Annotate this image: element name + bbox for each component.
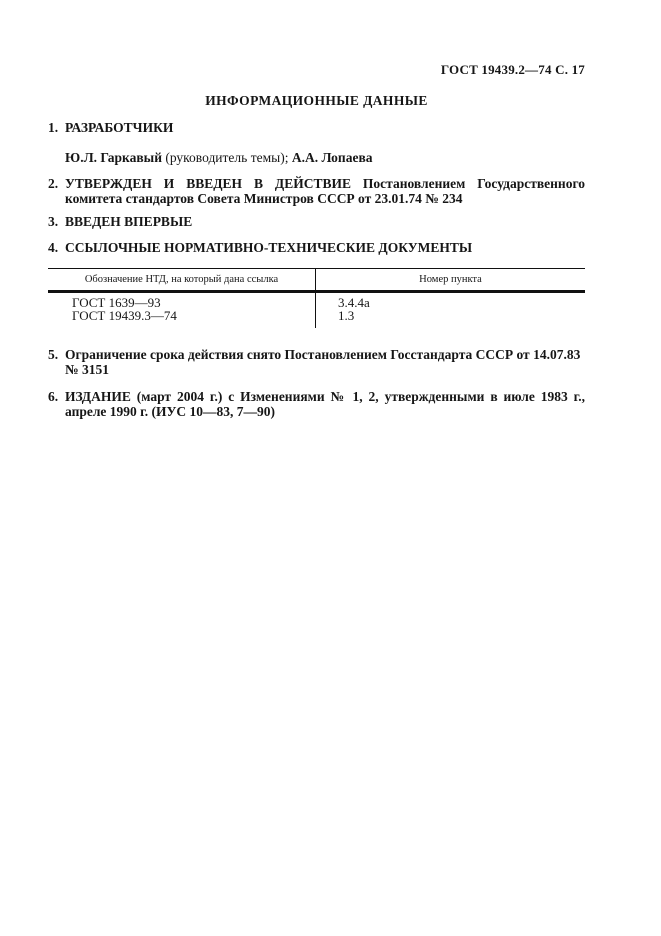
section-4: [48, 240, 585, 255]
table-header-row: [48, 269, 585, 293]
section-2: [48, 176, 585, 206]
page-title: ИНФОРМАЦИОННЫЕ ДАННЫЕ: [205, 93, 428, 108]
section-4-number: 4.: [48, 240, 59, 255]
developer-second-name: А.А. Лопаева: [291, 150, 373, 165]
section-3-number: 3.: [48, 214, 59, 229]
section-4-text: ССЫЛОЧНЫЕ НОРМАТИВНО-ТЕХНИЧЕСКИЕ ДОКУМЕНТЫ: [65, 240, 473, 255]
table-body: [48, 293, 585, 328]
section-3-text: ВВЕДЕН ВПЕРВЫЕ: [65, 214, 193, 229]
section-6-number: 6.: [48, 389, 59, 404]
section-6: [48, 389, 585, 419]
reference-documents-table: [48, 268, 585, 328]
section-3: [48, 214, 585, 229]
developer-lead-name: Ю.Л. Гаркавый: [65, 150, 162, 165]
section-2-number: 2.: [48, 176, 59, 191]
page-content: [48, 0, 585, 419]
section-5-text: Ограничение срока действия снято Постановлением Госстандарта СССР от 14.07.83 № 3151: [65, 347, 581, 377]
developers-line: [48, 150, 585, 165]
section-5-number: 5.: [48, 347, 59, 362]
section-1-number: 1.: [48, 120, 59, 135]
section-5: [48, 347, 585, 377]
table-column-clause: [316, 293, 585, 328]
table-header-clause: Номер пункта: [419, 274, 482, 285]
table-row-ntd: ГОСТ 1639—93: [72, 295, 161, 310]
table-row-clause: 1.3: [338, 307, 355, 323]
section-2-text: УТВЕРЖДЕН И ВВЕДЕН В ДЕЙСТВИЕ Постановлением Государственного комитета стандартов Совета Министров СССР от 23.01.74 № 234: [65, 176, 585, 206]
section-6-text: ИЗДАНИЕ (март 2004 г.) с Изменениями № 1, 2, утвержденными в июле 1983 г., апреле 1990 г. (ИУС 10—83, 7—90): [65, 389, 585, 419]
section-1-label: РАЗРАБОТЧИКИ: [65, 120, 174, 135]
table-row-ntd: ГОСТ 19439.3—74: [72, 307, 177, 323]
table-column-ntd: [48, 293, 316, 328]
table-row-clause: 3.4.4а: [338, 295, 370, 310]
section-1-heading: [48, 120, 585, 135]
table-header-ntd: Обозначение НТД, на который дана ссылка: [48, 269, 316, 290]
running-header: ГОСТ 19439.2—74 С. 17: [440, 62, 585, 77]
developer-lead-role: (руководитель темы);: [161, 150, 292, 165]
